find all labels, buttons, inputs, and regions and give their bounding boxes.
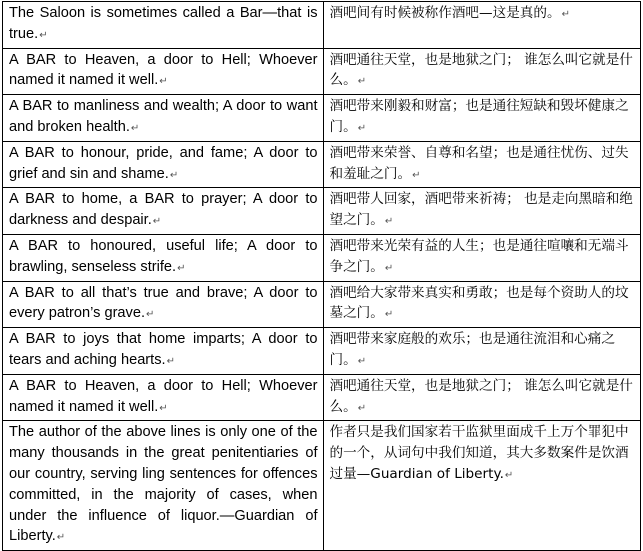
chinese-cell: 酒吧带人回家，酒吧带来祈祷； 也是走向黑暗和绝望之门。 ↵ [323, 188, 641, 235]
english-cell: A BAR to Heaven, a door to Hell; Whoever named it named it well. ↵ [3, 48, 324, 95]
paragraph-mark-icon [562, 9, 570, 20]
chinese-cell: 酒吧带来光荣有益的人生；也是通往喧嚷和无端斗争之门。 ↵ [323, 234, 641, 281]
paragraph-mark-icon [153, 216, 161, 227]
paragraph-mark-icon [385, 263, 393, 274]
chinese-cell: 作者只是我们国家若干监狱里面成千上万个罪犯中的一个，从词句中我们知道，其大多数案件是饮酒过量—Guardian of Liberty. ↵ [323, 421, 641, 551]
table-row [3, 328, 641, 375]
paragraph-mark-icon [146, 309, 154, 320]
english-cell: A BAR to Heaven, a door to Hell; Whoever named it named it well. ↵ [3, 374, 324, 421]
paragraph-mark-icon [167, 356, 175, 367]
paragraph-mark-icon [131, 123, 139, 134]
table-row [3, 188, 641, 235]
table-row [3, 48, 641, 95]
english-cell: The Saloon is sometimes called a Bar—that is true. ↵ [3, 2, 324, 49]
paragraph-mark-icon [358, 403, 366, 414]
english-cell: A BAR to home, a BAR to prayer; A door to darkness and despair. ↵ [3, 188, 324, 235]
table-row [3, 2, 641, 49]
paragraph-mark-icon [358, 76, 366, 87]
chinese-cell: 酒吧通往天堂，也是地狱之门； 谁怎么叫它就是什么。 ↵ [323, 374, 641, 421]
english-cell: A BAR to honoured, useful life; A door to brawling, senseless strife. ↵ [3, 234, 324, 281]
paragraph-mark-icon [170, 170, 178, 181]
chinese-cell: 酒吧带来荣誉、自尊和名望；也是通往忧伤、过失和羞耻之门。 ↵ [323, 141, 641, 188]
paragraph-mark-icon [57, 532, 65, 543]
chinese-cell: 酒吧通往天堂，也是地狱之门； 谁怎么叫它就是什么。 ↵ [323, 48, 641, 95]
english-cell: A BAR to joys that home imparts; A door to tears and aching hearts. ↵ [3, 328, 324, 375]
paragraph-mark-icon [358, 356, 366, 367]
table-row [3, 234, 641, 281]
paragraph-mark-icon [385, 216, 393, 227]
english-cell: A BAR to honour, pride, and fame; A door to grief and sin and shame. ↵ [3, 141, 324, 188]
paragraph-mark-icon [39, 30, 47, 41]
table-row [3, 421, 641, 551]
english-cell: A BAR to manliness and wealth; A door to want and broken health. ↵ [3, 95, 324, 142]
paragraph-mark-icon [385, 309, 393, 320]
paragraph-mark-icon [358, 123, 366, 134]
paragraph-mark-icon [505, 470, 513, 481]
paragraph-mark-icon [412, 170, 420, 181]
english-cell: The author of the above lines is only one of the many thousands in the great penitentiaries of our country, serving ling sentences for offences committed, in the majority of cases, when under the influence of liquor.—Guardian of Liberty. ↵ [3, 421, 324, 551]
table-row [3, 374, 641, 421]
paragraph-mark-icon [159, 76, 167, 87]
paragraph-mark-icon [159, 403, 167, 414]
chinese-cell: 酒吧间有时候被称作酒吧—这是真的。 ↵ [323, 2, 641, 49]
table-row [3, 281, 641, 328]
chinese-cell: 酒吧带来家庭般的欢乐；也是通往流泪和心痛之门。 ↵ [323, 328, 641, 375]
bilingual-table [2, 1, 641, 551]
chinese-cell: 酒吧给大家带来真实和勇敢；也是每个资助人的坟墓之门。 ↵ [323, 281, 641, 328]
chinese-cell: 酒吧带来刚毅和财富；也是通往短缺和毁坏健康之门。 ↵ [323, 95, 641, 142]
table-row [3, 95, 641, 142]
english-cell: A BAR to all that’s true and brave; A door to every patron’s grave. ↵ [3, 281, 324, 328]
table-row [3, 141, 641, 188]
paragraph-mark-icon [177, 263, 185, 274]
